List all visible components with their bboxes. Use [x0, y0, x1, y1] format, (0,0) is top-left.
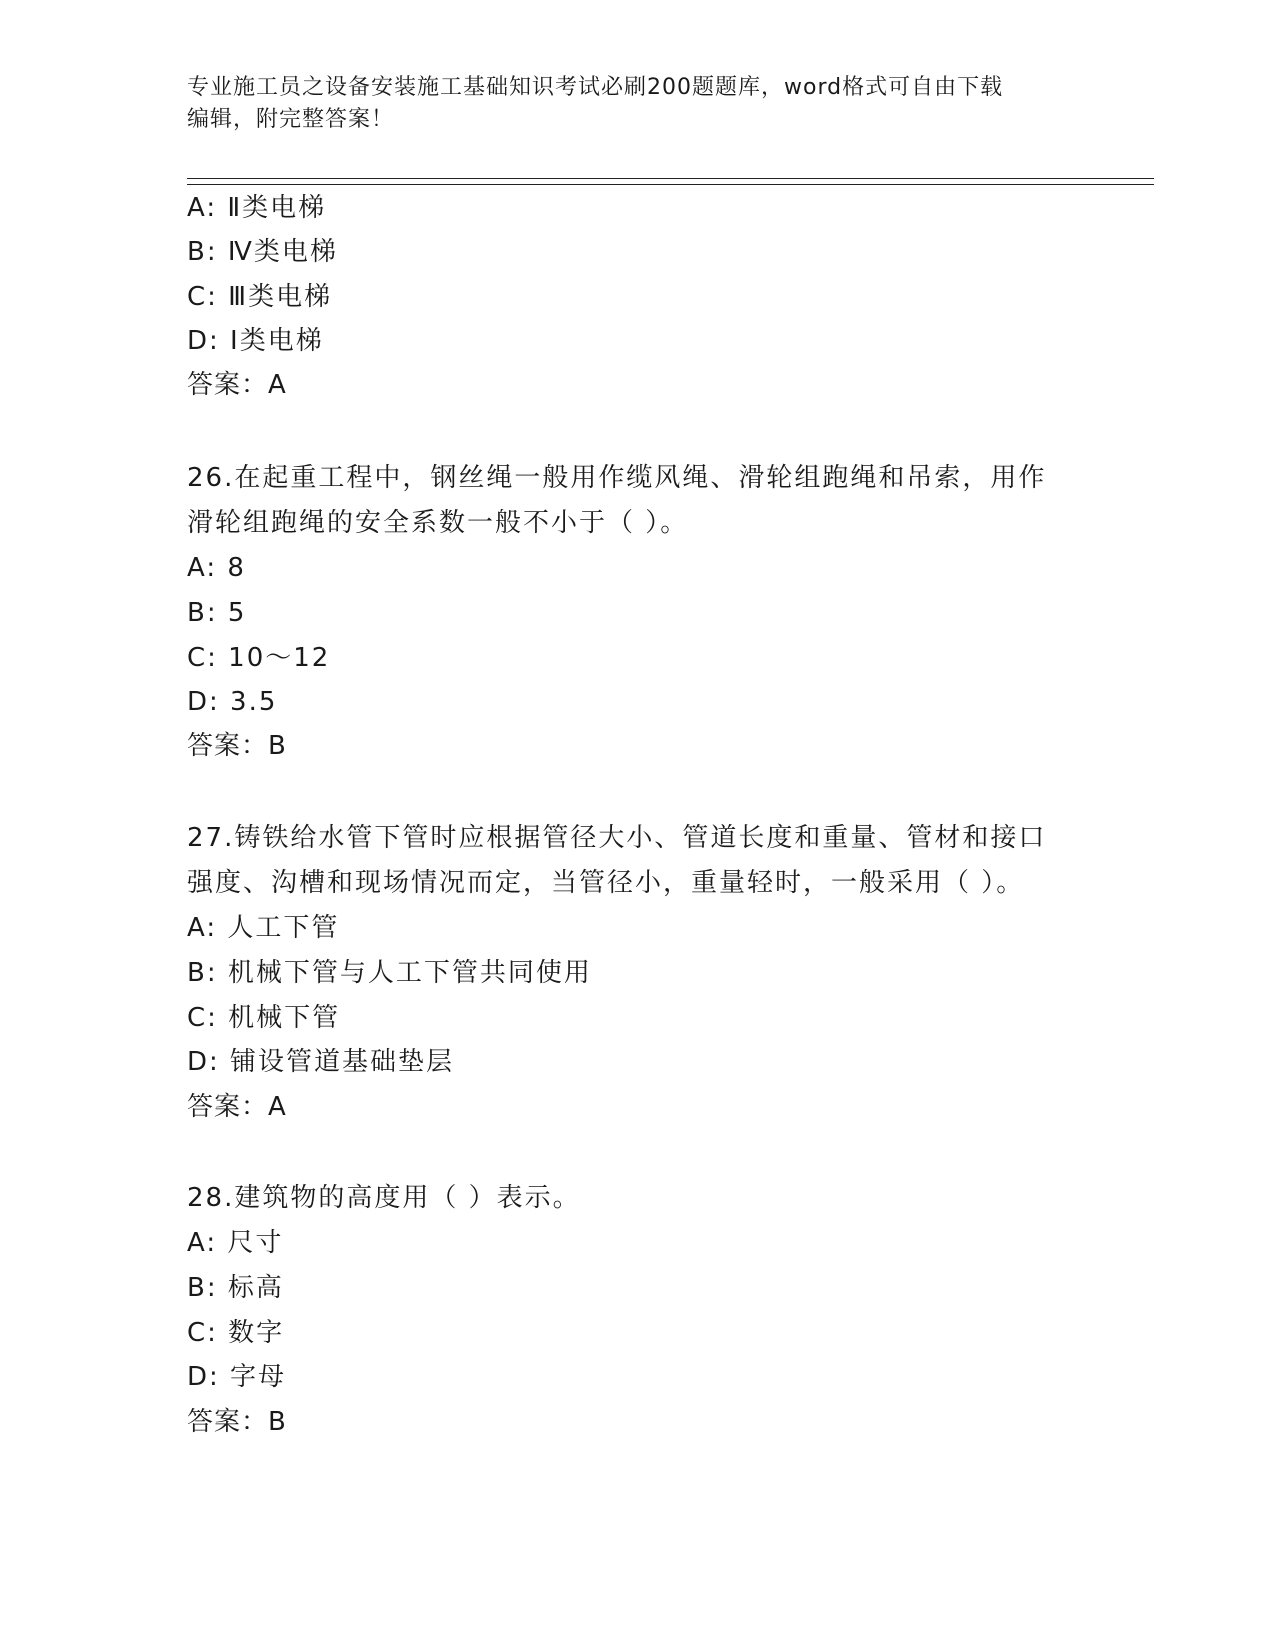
q27-option-a: A: 人工下管	[187, 913, 340, 943]
q26-option-a: A: 8	[187, 553, 246, 583]
q26-option-b: B: 5	[187, 598, 247, 628]
q27-answer: 答案：A	[187, 1092, 287, 1122]
q28-option-c: C: 数字	[187, 1318, 285, 1348]
q27-option-b: B: 机械下管与人工下管共同使用	[187, 958, 592, 988]
q26-stem-line-2: 滑轮组跑绳的安全系数一般不小于（ ）。	[187, 508, 689, 538]
q27-option-d: D: 铺设管道基础垫层	[187, 1047, 455, 1077]
q25-option-b: B: Ⅳ类电梯	[187, 237, 338, 267]
q26-stem-line-1: 26.在起重工程中，钢丝绳一般用作缆风绳、滑轮组跑绳和吊索，用作	[187, 463, 1047, 493]
header-divider	[187, 178, 1154, 185]
header-title-line-2: 编辑，附完整答案！	[187, 107, 395, 132]
q26-answer: 答案：B	[187, 731, 287, 761]
q28-option-b: B: 标高	[187, 1273, 284, 1303]
q27-option-c: C: 机械下管	[187, 1003, 341, 1033]
q26-option-c: C: 10～12	[187, 643, 331, 673]
q25-option-c: C: Ⅲ类电梯	[187, 282, 333, 312]
q27-stem-line-1: 27.铸铁给水管下管时应根据管径大小、管道长度和重量、管材和接口	[187, 823, 1047, 853]
q25-option-d: D: Ⅰ类电梯	[187, 326, 324, 356]
q28-option-a: A: 尺寸	[187, 1228, 284, 1258]
q25-option-a: A: Ⅱ类电梯	[187, 193, 327, 223]
q28-option-d: D: 字母	[187, 1362, 287, 1392]
q25-answer: 答案：A	[187, 370, 287, 400]
q28-answer: 答案：B	[187, 1407, 287, 1437]
q27-stem-line-2: 强度、沟槽和现场情况而定，当管径小，重量轻时，一般采用（ ）。	[187, 868, 1025, 898]
q26-option-d: D: 3.5	[187, 687, 278, 717]
document-header	[187, 72, 1087, 136]
q28-stem-line-1: 28.建筑物的高度用（ ）表示。	[187, 1183, 581, 1213]
header-title-line-1: 专业施工员之设备安装施工基础知识考试必刷200题题库，word格式可自由下载	[187, 75, 1004, 100]
